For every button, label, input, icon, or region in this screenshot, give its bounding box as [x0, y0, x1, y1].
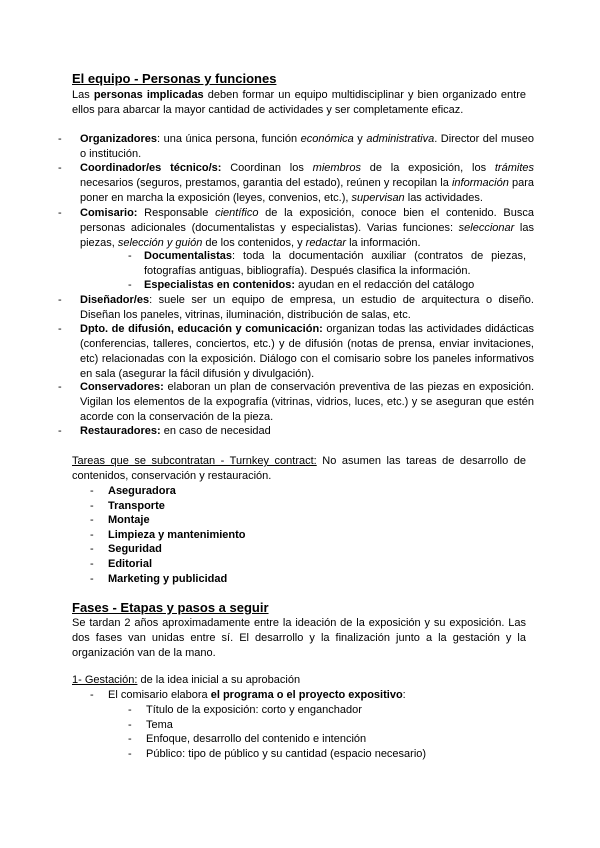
- programa-item: - Tema: [128, 718, 173, 731]
- list-item-organizadores: - Organizadores: una única persona, función económica y administrativa. Director del museo o institución.: [58, 133, 534, 160]
- fases-intro: Se tardan 2 años aproximadamente entre la ideación de la exposición y su exposición. Las dos fases van unidas entre sí. El desarrollo y la finalización junto a la gestación y la organización van de la mano.: [72, 617, 526, 659]
- bullet-dash: -: [128, 279, 132, 291]
- programa-item: - Título de la exposición: corto y enganchador: [128, 704, 362, 716]
- list-item-coordinador: - Coordinador/es técnico/s: Coordinan los miembros de la exposición, los trámites necesarios (seguros, prestamos, garantia del estado), reúnen y recopilan la información para poner en marcha la exposición (leyes, convenios, etc.), supervisan las actividades.: [58, 162, 534, 204]
- bullet-dash: -: [128, 250, 132, 262]
- list-item-disenador: - Diseñador/es: suele ser un equipo de empresa, un estudio de arquitectura o diseño. Diseñan los paneles, vitrinas, iluminación, distribución de salas, etc.: [58, 294, 534, 321]
- list-item-restauradores: - Restauradores: en caso de necesidad: [58, 425, 271, 437]
- tareas-item: - Marketing y publicidad: [90, 572, 228, 585]
- bullet-dash: -: [58, 425, 62, 437]
- list-item-difusion: - Dpto. de difusión, educación y comunicación: organizan todas las actividades didácticas (conferencias, talleres, conciertos, etc.) y de difusión (notas de prensa, enviar invitaciones, etc) relacionadas con la exposición. Diálogo con el comisario sobre los paneles informativos en sala (asegurar la fácil difusión y divulgación).: [58, 323, 534, 380]
- programa-item: - Público: tipo de público y su cantidad (espacio necesario): [128, 747, 427, 760]
- bullet-dash: -: [58, 133, 62, 145]
- programa-sublist: [128, 703, 426, 761]
- programa-item: - Enfoque, desarrollo del contenido e intención: [128, 733, 367, 746]
- bullet-dash: -: [58, 323, 62, 335]
- tareas-item: - Montaje: [90, 514, 150, 527]
- tareas-item: - Transporte: [90, 499, 165, 512]
- gestacion-item: - El comisario elabora el programa o el proyecto expositivo:: [90, 689, 406, 701]
- tareas-item: - Limpieza y mantenimiento: [90, 528, 246, 541]
- tareas-item: - Editorial: [90, 557, 153, 570]
- bullet-dash: -: [58, 381, 62, 393]
- tareas-list: [90, 484, 246, 586]
- gestacion-heading: 1- Gestación: de la idea inicial a su aprobación: [72, 674, 301, 686]
- section-title-fases: Fases - Etapas y pasos a seguir: [72, 600, 269, 615]
- tareas-item: - Aseguradora: [90, 485, 176, 497]
- equipo-intro: Las personas implicadas deben formar un equipo multidisciplinar y bien organizado entre ellos para abarcar la mayor cantidad de actividades y ser completamente eficaz.: [72, 89, 527, 116]
- list-item-conservadores: - Conservadores: elaboran un plan de conservación preventiva de las piezas en exposición. Vigilan los elementos de la expografía (vitrinas, vidrios, luces, etc.) y se aseguran que estén acorde con la conservación de la pieza.: [58, 381, 534, 423]
- tareas-item: - Seguridad: [90, 543, 162, 556]
- tareas-paragraph: Tareas que se subcontratan - Turnkey contract: No asumen las tareas de desarrollo de contenidos, conservación y restauración.: [72, 455, 526, 482]
- section-title-equipo: El equipo - Personas y funciones: [72, 71, 277, 86]
- sublist-item-documentalistas: - Documentalistas: toda la documentación auxiliar (contratos de piezas, fotografías antiguas, bibliografía). Después clasifica la información.: [128, 250, 526, 277]
- list-item-comisario: - Comisario: Responsable científico de la exposición, conoce bien el contenido. Busca personas adicionales (documentalistas y especialistas). Varias funciones: seleccionar las piezas, selección y guión de los contenidos, y redactar la información.: [58, 207, 534, 249]
- bullet-dash: -: [58, 294, 62, 306]
- sublist-item-especialistas: - Especialistas en contenidos: ayudan en el redacción del catálogo: [128, 279, 475, 291]
- gestacion-list: [90, 688, 406, 703]
- bullet-dash: -: [58, 207, 62, 219]
- bullet-dash: -: [58, 162, 62, 174]
